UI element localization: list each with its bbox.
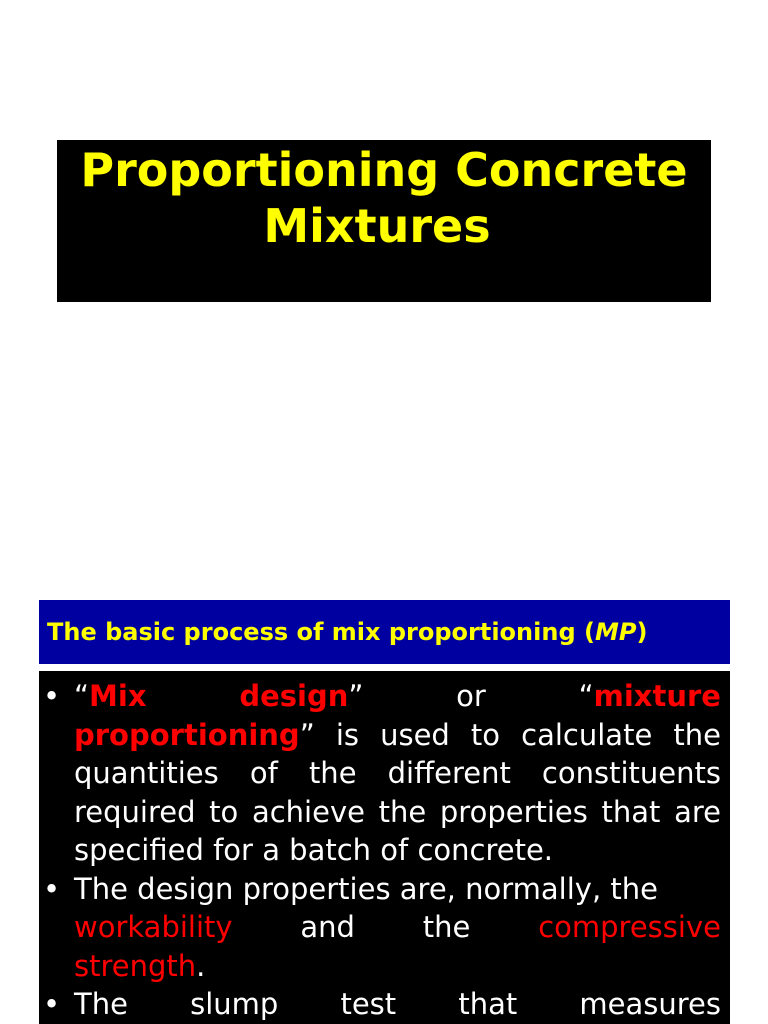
- bullet-dot: •: [43, 679, 61, 713]
- bullet-text: The design properties are, normally, the: [74, 871, 658, 906]
- bullet-line: [74, 985, 721, 1024]
- term-strength: strength: [74, 948, 197, 983]
- bullet-line: [74, 908, 721, 947]
- word: that: [458, 987, 518, 1021]
- term-workability: workability: [74, 910, 233, 944]
- heading-text-start: The basic process of mix proportioning (: [47, 618, 595, 646]
- heading-text-end: ): [636, 618, 648, 646]
- heading-abbrev: MP: [594, 618, 637, 646]
- section-heading-bar: [39, 600, 730, 664]
- bullet-dot: •: [43, 987, 61, 1021]
- quote-close: ”: [348, 679, 364, 713]
- term-design: design: [239, 679, 349, 713]
- title-line-2: Mixtures: [263, 199, 491, 253]
- word: test: [340, 987, 397, 1021]
- term-compressive: compressive: [538, 910, 721, 944]
- section-heading: [47, 618, 647, 646]
- term-proportioning: proportioning: [74, 717, 300, 752]
- bullet-line: [74, 677, 721, 716]
- content-box: [39, 671, 730, 1024]
- title-line-1: Proportioning Concrete: [80, 143, 688, 197]
- term-mixture: mixture: [593, 679, 721, 713]
- word-or: or: [456, 679, 486, 713]
- bullet-item: [39, 985, 730, 1024]
- phrase: [239, 677, 363, 716]
- bullet-item: [39, 870, 730, 986]
- term-mix: Mix: [89, 679, 147, 713]
- phrase: [579, 677, 721, 716]
- bullet-item: [39, 677, 730, 870]
- phrase: [74, 677, 147, 716]
- quote-open: “: [74, 679, 90, 713]
- word: measures: [579, 987, 721, 1021]
- word-and: and: [300, 910, 355, 944]
- word-the: the: [422, 910, 471, 944]
- bullet-list: [39, 677, 730, 1024]
- period: .: [196, 948, 206, 983]
- quote-open: “: [578, 679, 594, 713]
- word: slump: [190, 987, 279, 1021]
- bullet-text: ” is used to calculate the quantities of the different constituents required to achieve the properties that are specified for a batch of concrete.: [74, 717, 721, 867]
- title-box: [57, 140, 711, 302]
- bullet-dot: •: [43, 871, 61, 906]
- word: The: [74, 987, 128, 1021]
